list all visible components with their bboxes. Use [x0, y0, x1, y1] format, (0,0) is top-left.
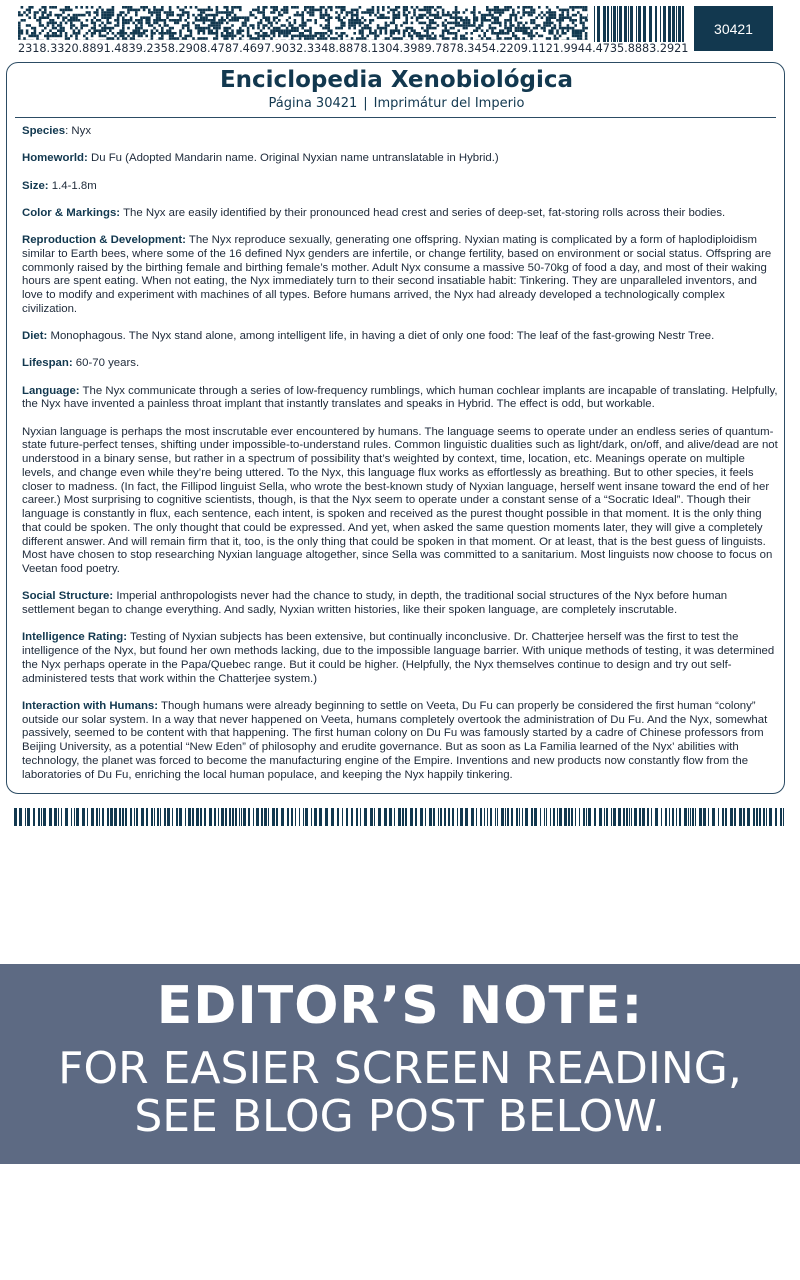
- entry-label: Size:: [22, 179, 49, 192]
- header-divider: [15, 117, 776, 118]
- subtitle-imprimatur: Imprimátur del Imperio: [373, 96, 525, 111]
- top-barcode: [594, 6, 684, 42]
- entry-text: The Nyx reproduce sexually, generating one offspring. Nyxian mating is complicated by a form of haplodiploidism similar to Earth bees, where some of the 16 defined Nyx genders are infertile, or change fertility, based on environment or social status. Offspring are commonly raised by the birthing female and birthing female’s mother. Adult Nyx consume a massive 50-70kg of food a day, and most of their waking hours are spent eating. When not eating, the Nyx immediately turn to their second insatiable habit: Tinkering. They are unparalleled inventors, and love to modify and experiment with machines of all types. Before humans arrived, the Nyx had already developed a technologically complex civilization.: [22, 234, 772, 315]
- entry-homeworld: [22, 152, 780, 166]
- entry-intelligence-rating: [22, 631, 780, 686]
- entry-text: Imperial anthropologists never had the chance to study, in depth, the traditional social structures of the Nyx before human settlement began to change everything. And sadly, Nyxian written histories, like their spoken language, are completely inscrutable.: [22, 590, 728, 616]
- page-subtitle: [7, 96, 786, 111]
- subtitle-page: Página 30421: [268, 96, 358, 111]
- entry-diet: [22, 330, 780, 344]
- entry-label: Language:: [22, 384, 80, 397]
- editors-note-line-1: FOR EASIER SCREEN READING,: [58, 1043, 742, 1094]
- encyclopedia-card: [6, 62, 785, 794]
- entry-label: Lifespan:: [22, 357, 73, 370]
- entry-size: [22, 180, 780, 194]
- entry-social-structure: [22, 590, 780, 618]
- entry-text: Du Fu (Adopted Mandarin name. Original Nyxian name untranslatable in Hybrid.): [87, 152, 499, 165]
- subtitle-separator: |: [363, 96, 368, 111]
- page-title: Enciclopedia Xenobiológica: [219, 67, 574, 93]
- entry-text: : Nyx: [65, 125, 92, 137]
- entry-text: Nyxian language is perhaps the most inscrutable ever encountered by humans. The language seems to operate under an endless series of quantum-state future-perfect tenses, shifting under impossible-to-understand rules. Common linguistic dualities such as light/dark, on/off, and alive/dead are not understood in a binary sense, but rather in a spectrum of possibility that’s weighted by context, time, location, etc. Meanings operate on multiple levels, and change even while they’re being uttered. To the Nyx, this language flux works as effortlessly as breathing. But to other species, it feels closer to madness. (In fact, the Fillipod linguist Sella, who wrote the best-known study of Nyxian language, herself went insane toward the end of her career.) Most surprising to cognitive scientists, though, is that the Nyx seem to operate under a constant sense of a “Socratic Ideal”. Though their language is constantly in flux, each sentence, each intent, is spoken and received as the purest thought possible in that moment. It is the only thing that could be spoken. The only thought that could be expressed. And yet, when asked the same question moments later, they will give a completely different answer. And will remain firm that it, too, is the only thing that could be spoken in that moment. Or at least, that is the best guess of linguists. Most have chosen to stop researching Nyxian language altogether, since Sella was committed to a sanitarium. Most linguists now choose to focus on Veetan food poetry.: [22, 425, 778, 575]
- entry-label: Homeworld:: [22, 152, 88, 165]
- entry-text: The Nyx communicate through a series of low-frequency rumblings, which human cochlear implants are incapable of translating. Helpfully, the Nyx have invented a painless throat implant that instantly translates and speaks in Hybrid. The effect is odd, but workable.: [22, 384, 778, 411]
- entry-label: Species: [22, 125, 66, 137]
- entry-language: [22, 385, 780, 413]
- data-matrix-code: [18, 6, 588, 40]
- entry-text: Though humans were already beginning to settle on Veeta, Du Fu can properly be considered the first human “colony” outside our solar system. In a way that never happened on Veeta, humans completely overtook the administration of Du Fu. And the Nyx, somewhat passively, seemed to be content with that happening. The first human colony on Du Fu was famously started by a cadre of Chinese professors from Beijing University, as a potential “New Eden” of philosophy and erudite governance. But as soon as La Familia learned of the Nyx’ abilities with technology, the planet was forced to become the manufacturing engine of the Empire. Inventions and new products now constantly flow from the laboratories of Du Fu, enriching the local human populace, and keeping the Nyx happily tinkering.: [22, 699, 768, 781]
- editors-note-line-2: SEE BLOG POST BELOW.: [134, 1091, 666, 1142]
- entry-reproduction: [22, 234, 780, 317]
- entry-lifespan: [22, 357, 780, 371]
- entry-text: 1.4-1.8m: [48, 179, 97, 192]
- entry-language-detail: [22, 426, 780, 577]
- entry-label: Intelligence Rating:: [22, 631, 128, 644]
- entry-label: Social Structure:: [22, 590, 114, 603]
- serial-number: 2318.3320.8891.4839.2358.2908.4787.4697.9032.3348.8878.1304.3989.7878.3454.2209.1121.9944.4735.8883.2921: [18, 42, 689, 55]
- page-number-badge: 30421: [694, 6, 773, 51]
- entry-color-markings: [22, 207, 780, 221]
- entry-label: Interaction with Humans:: [22, 699, 159, 712]
- entry-label: Diet:: [22, 330, 48, 342]
- entry-text: Monophagous. The Nyx stand alone, among intelligent life, in having a diet of only one food: The leaf of the fast-growing Nestr Tree.: [47, 330, 715, 342]
- editors-note-banner: [0, 964, 800, 1164]
- bottom-barcode: [14, 808, 784, 826]
- entry-label: Reproduction & Development:: [22, 234, 186, 246]
- entry-species: [22, 125, 780, 139]
- entry-interaction-humans: [22, 700, 780, 783]
- entry-list: [22, 125, 780, 796]
- entry-text: The Nyx are easily identified by their pronounced head crest and series of deep-set, fat-storing rolls across their bodies.: [120, 206, 726, 219]
- entry-label: Color & Markings:: [22, 206, 121, 219]
- entry-text: Testing of Nyxian subjects has been extensive, but continually inconclusive. Dr. Chatterjee herself was the first to test the intelligence of the Nyx, but found her own methods lacking, due to the impossible language barrier. With unique methods of testing, it was determined the Nyx perhaps operate in the Papa/Quebec range. But it could be higher. (Helpfully, the Nyx themselves continue to design and try out self-administered tests that work within the Chatterjee system.): [22, 631, 775, 685]
- editors-note-heading: EDITOR’S NOTE:: [156, 976, 644, 1036]
- entry-text: 60-70 years.: [72, 357, 140, 370]
